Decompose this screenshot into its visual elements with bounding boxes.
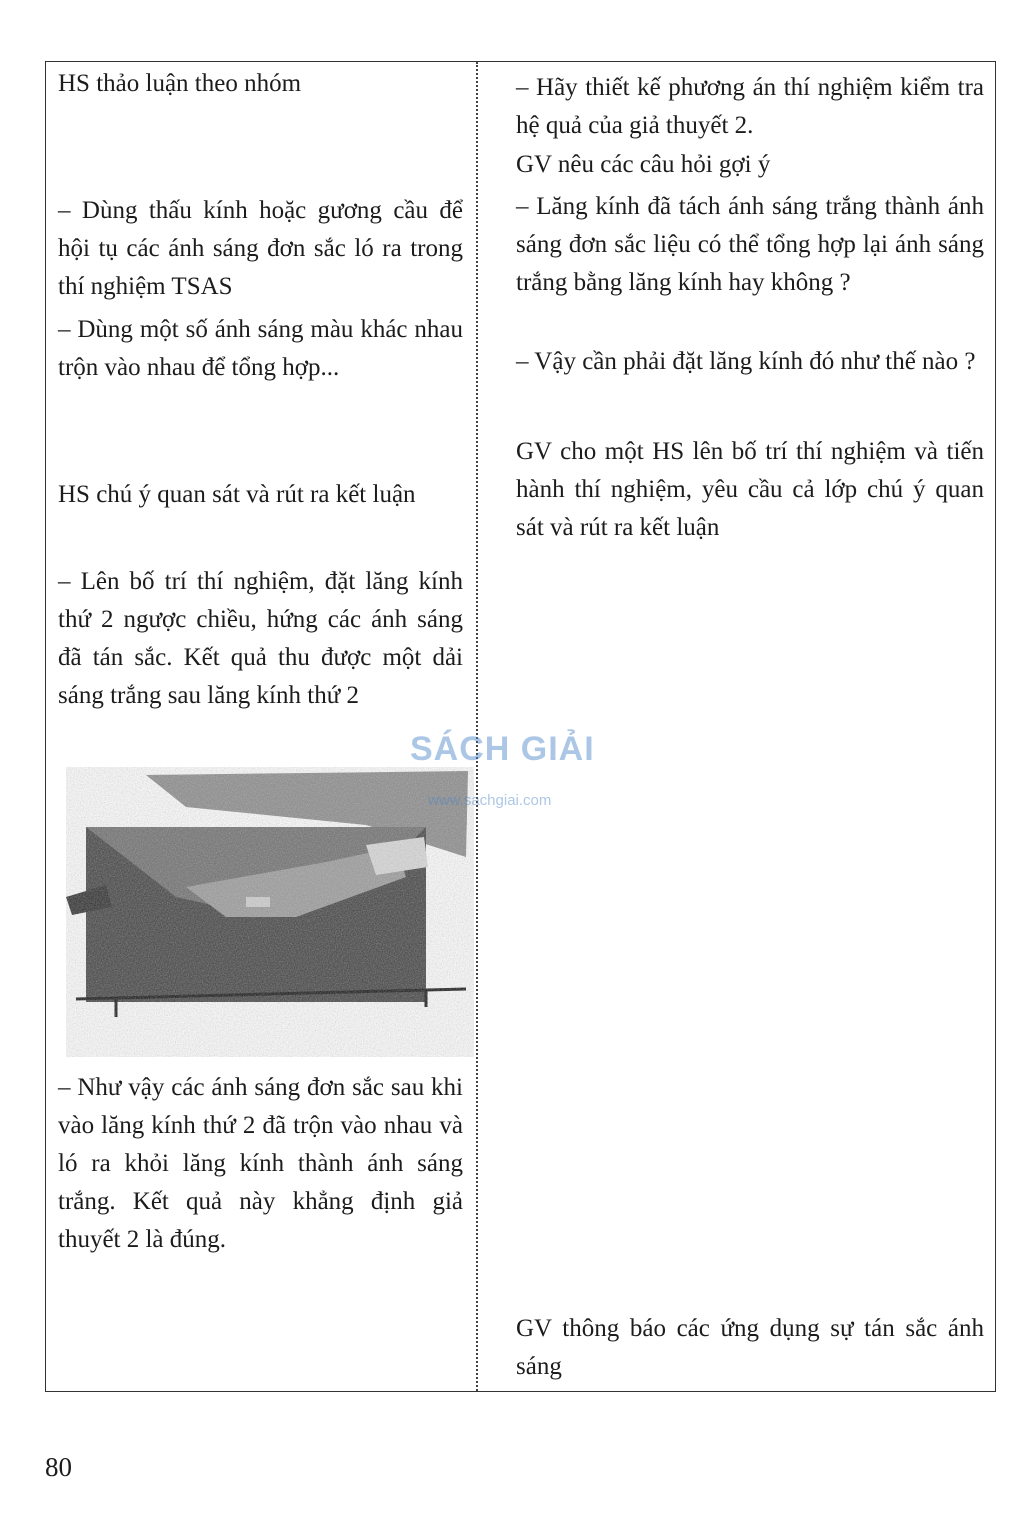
watermark-url: www.sachgiai.com — [428, 792, 552, 809]
right-paragraph-3: – Lăng kính đã tách ánh sáng trắng thành ánh sáng đơn sắc liệu có thể tổng hợp lại ánh sáng trắng bằng lăng kính hay không ? — [516, 193, 984, 296]
left-paragraph-3: – Dùng một số ánh sáng màu khác nhau trộn vào nhau để tổng hợp... — [58, 316, 463, 381]
right-paragraph-2: GV nêu các câu hỏi gợi ý — [516, 151, 771, 178]
right-paragraph-1: – Hãy thiết kế phương án thí nghiệm kiểm tra hệ quả của giả thuyết 2. — [516, 74, 984, 139]
left-paragraph-6: – Như vậy các ánh sáng đơn sắc sau khi vào lăng kính thứ 2 đã trộn vào nhau và ló ra khỏi lăng kính thành ánh sáng trắng. Kết quả này khẳng định giả thuyết 2 là đúng. — [58, 1074, 463, 1253]
column-divider — [476, 62, 478, 1391]
watermark-brand: SÁCH GIẢI — [410, 730, 595, 768]
student-activity-column — [58, 62, 463, 1391]
page-number: 80 — [45, 1452, 72, 1482]
right-paragraph-6: GV thông báo các ứng dụng sự tán sắc ánh sáng — [516, 1315, 984, 1380]
teacher-activity-column — [516, 62, 984, 1391]
lesson-table — [45, 61, 996, 1392]
right-paragraph-4: – Vậy cần phải đặt lăng kính đó như thế nào ? — [516, 348, 976, 375]
prism-experiment-photo — [66, 767, 474, 1057]
left-paragraph-2: – Dùng thấu kính hoặc gương cầu để hội tụ các ánh sáng đơn sắc ló ra trong thí nghiệm TSAS — [58, 197, 463, 300]
left-paragraph-1: HS thảo luận theo nhóm — [58, 70, 302, 97]
right-paragraph-5: GV cho một HS lên bố trí thí nghiệm và tiến hành thí nghiệm, yêu cầu cả lớp chú ý quan sát và rút ra kết luận — [516, 438, 984, 541]
left-paragraph-4: HS chú ý quan sát và rút ra kết luận — [58, 481, 416, 508]
left-paragraph-5: – Lên bố trí thí nghiệm, đặt lăng kính thứ 2 ngược chiều, hứng các ánh sáng đã tán sắc. Kết quả thu được một dải sáng trắng sau lăng kính thứ 2 — [58, 568, 463, 709]
